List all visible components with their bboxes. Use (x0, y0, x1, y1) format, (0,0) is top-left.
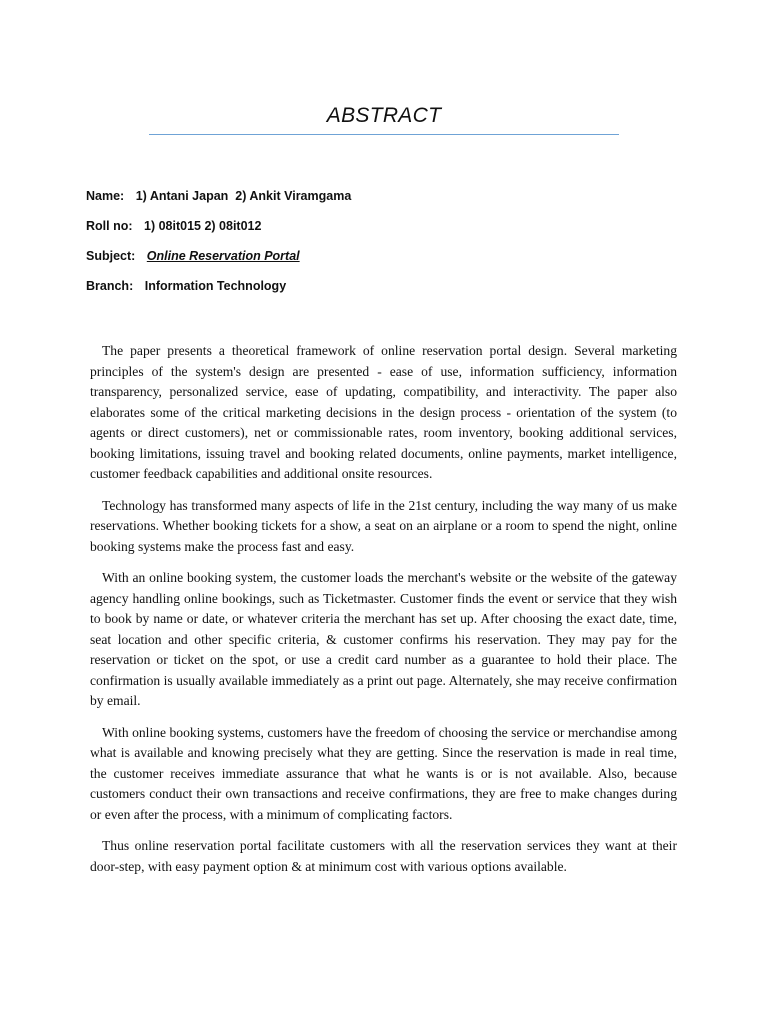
paragraph: Technology has transformed many aspects of life in the 21st century, including the way many of us make reservations. Whether booking tickets for a show, a seat on an airplane or a room to spend the night, online booking systems make the process fast and easy. (90, 497, 677, 554)
paragraph: Thus online reservation portal facilitate customers with all the reservation services they want at their door-step, with easy payment option & at minimum cost with various options available. (90, 838, 677, 874)
branch-value: Information Technology (144, 279, 287, 293)
roll-line (86, 219, 261, 233)
subject-value: Online Reservation Portal (146, 249, 300, 263)
paragraph: The paper presents a theoretical framework of online reservation portal design. Several marketing principles of the system's design are presented - ease of use, information sufficiency, information transparency, personalized service, ease of updating, compatibility, and interactivity. The paper also elaborates some of the critical marketing decisions in the design process - orientation of the system (to agents or direct customers), net or commissionable rates, room inventory, booking additional services, booking limitations, issuing travel and booking related documents, online payments, market intelligence, customer feedback capabilities and additional onsite resources. (90, 343, 677, 481)
branch-line (86, 279, 286, 293)
paragraph: With an online booking system, the customer loads the merchant's website or the website of the gateway agency handling online bookings, such as Ticketmaster. Customer finds the event or service that they wish to book by name or date, or whatever criteria the merchant has set up. After choosing the exact date, time, seat location and other specific criteria, & customer confirms his reservation. They may pay for the reservation or ticket on the spot, or use a credit card number as a guarantee to hold their place. The confirmation is usually available immediately as a print out page. Alternately, she may receive confirmation by email. (90, 570, 677, 708)
name-line (86, 189, 351, 203)
subject-label: Subject: (86, 249, 136, 263)
subject-line (86, 249, 300, 263)
paragraph: With online booking systems, customers have the freedom of choosing the service or merchandise among what is available and knowing precisely what they are getting. Since the reservation is made in real time, the customer receives immediate assurance that what he wants is or is not available. Also, because customers conduct their own transactions and receive confirmations, they are free to make changes during or even after the process, with a minimum of complicating factors. (90, 724, 677, 822)
abstract-body (90, 341, 677, 888)
name-value: 1) Antani Japan 2) Ankit Viramgama (135, 189, 352, 203)
title-divider (149, 134, 619, 135)
roll-value: 1) 08it015 2) 08it012 (144, 219, 262, 233)
roll-label: Roll no: (86, 219, 133, 233)
name-label: Name: (86, 189, 125, 203)
page-title: ABSTRACT (326, 104, 442, 127)
branch-label: Branch: (86, 279, 134, 293)
